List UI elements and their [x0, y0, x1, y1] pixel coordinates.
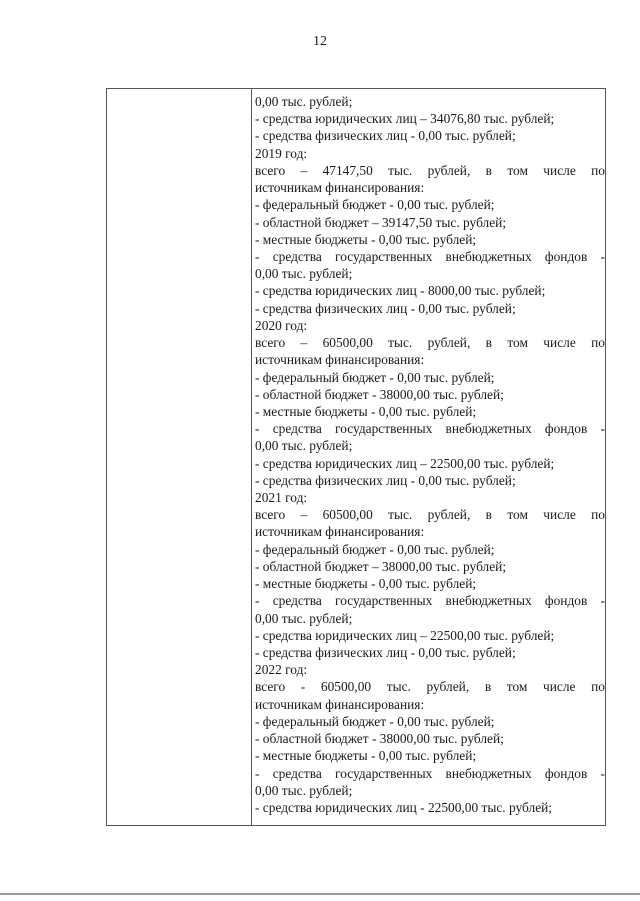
text-line: 0,00 тыс. рублей;: [255, 94, 353, 109]
page-bottom-rule: [0, 893, 640, 895]
text-line: 2019 год:: [255, 145, 308, 161]
text-line: - средства физических лиц - 0,00 тыс. рублей;: [255, 300, 516, 316]
text-line: - средства физических лиц - 0,00 тыс. рублей;: [255, 472, 516, 488]
text-line: всего – 60500,00 тыс. рублей, в том числе по: [255, 335, 605, 351]
text-line: 0,00 тыс. рублей;: [255, 438, 353, 454]
text-line: - средства государственных внебюджетных фондов -: [255, 593, 605, 609]
text-line: - областной бюджет - 38000,00 тыс. рублей;: [255, 731, 504, 747]
text-line: - средства юридических лиц - 8000,00 тыс. рублей;: [255, 283, 546, 299]
text-line: - областной бюджет - 38000,00 тыс. рублей;: [255, 386, 504, 402]
text-line: - средства юридических лиц – 22500,00 тыс. рублей;: [255, 455, 555, 471]
text-line: - средства физических лиц - 0,00 тыс. рублей;: [255, 128, 516, 144]
text-line: 0,00 тыс. рублей;: [255, 610, 353, 626]
text-line: - местные бюджеты - 0,00 тыс. рублей;: [255, 231, 477, 247]
table-label-cell: [107, 89, 252, 825]
text-line: 2020 год:: [255, 317, 308, 333]
text-line: источникам финансирования:: [255, 180, 425, 196]
text-line: 2022 год:: [255, 662, 308, 678]
text-line: 2021 год:: [255, 490, 308, 506]
text-line: - средства юридических лиц – 34076,80 тыс. рублей;: [255, 111, 555, 127]
text-line: всего – 47147,50 тыс. рублей, в том числе по: [255, 162, 605, 178]
financing-details-cell: [255, 93, 605, 816]
text-line: источникам финансирования:: [255, 352, 425, 368]
text-line: - федеральный бюджет - 0,00 тыс. рублей;: [255, 541, 495, 557]
text-line: - местные бюджеты - 0,00 тыс. рублей;: [255, 576, 477, 592]
text-line: - местные бюджеты - 0,00 тыс. рублей;: [255, 403, 477, 419]
page-number: 12: [313, 34, 327, 49]
text-line: источникам финансирования:: [255, 696, 425, 712]
text-line: 0,00 тыс. рублей;: [255, 266, 353, 282]
text-line: всего – 60500,00 тыс. рублей, в том числе по: [255, 507, 605, 523]
text-line: - областной бюджет – 39147,50 тыс. рублей;: [255, 214, 507, 230]
text-line: - средства государственных внебюджетных фондов -: [255, 421, 605, 437]
text-line: - федеральный бюджет - 0,00 тыс. рублей;: [255, 713, 495, 729]
text-line: всего - 60500,00 тыс. рублей, в том числе по: [255, 679, 605, 695]
text-line: - областной бюджет – 38000,00 тыс. рублей;: [255, 558, 507, 574]
text-line: источникам финансирования:: [255, 524, 425, 540]
text-line: - федеральный бюджет - 0,00 тыс. рублей;: [255, 369, 495, 385]
text-line: - средства государственных внебюджетных фондов -: [255, 248, 605, 264]
text-line: - средства юридических лиц – 22500,00 тыс. рублей;: [255, 627, 555, 643]
text-line: 0,00 тыс. рублей;: [255, 782, 353, 798]
text-line: - средства физических лиц - 0,00 тыс. рублей;: [255, 645, 516, 660]
text-line: - средства государственных внебюджетных фондов -: [255, 765, 605, 781]
text-line: - средства юридических лиц - 22500,00 тыс. рублей;: [255, 799, 553, 815]
text-line: - местные бюджеты - 0,00 тыс. рублей;: [255, 748, 477, 764]
financing-table: [106, 88, 606, 826]
text-line: - федеральный бюджет - 0,00 тыс. рублей;: [255, 197, 495, 213]
